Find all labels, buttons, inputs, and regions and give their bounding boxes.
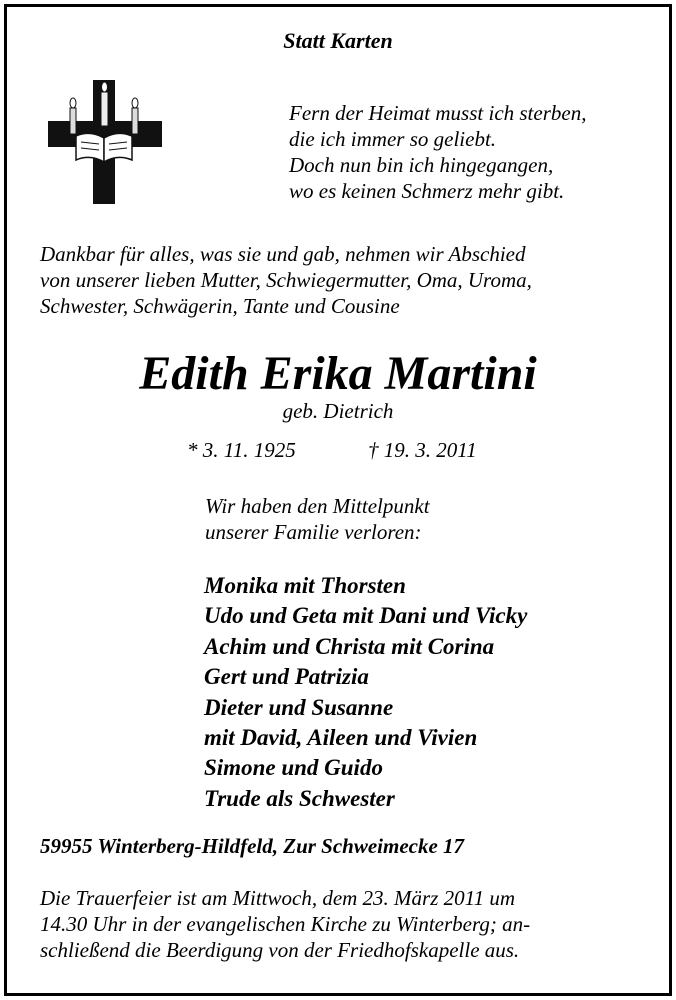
birth-date: * 3. 11. 1925	[187, 438, 296, 462]
intro-line: Schwester, Schwägerin, Tante und Cousine	[40, 294, 400, 318]
poem-line: Doch nun bin ich hingegangen,	[289, 153, 554, 177]
mourner-entry: Monika mit Thorsten	[204, 573, 406, 598]
mourner-entry: Trude als Schwester	[204, 785, 395, 811]
mourner-entry: Achim und Christa mit Corina	[204, 633, 495, 659]
poem	[289, 100, 586, 204]
message-line: unserer Familie verloren:	[205, 520, 422, 544]
intro-line: von unserer lieben Mutter, Schwiegermutter, Oma, Uroma,	[40, 268, 532, 292]
funeral-details	[40, 885, 530, 963]
funeral-line: Die Trauerfeier ist am Mittwoch, dem 23. März 2011 um	[40, 886, 516, 910]
deceased-name: Edith Erika Martini	[139, 347, 537, 400]
maiden-name: geb. Dietrich	[282, 399, 394, 423]
intro-line: Dankbar für alles, was sie und gab, nehmen wir Abschied	[40, 242, 526, 266]
mourner-entry: Udo und Geta mit Dani und Vicky	[204, 603, 528, 629]
poem-line: Fern der Heimat musst ich sterben,	[289, 101, 587, 125]
message-line: Wir haben den Mittelpunkt	[205, 494, 430, 518]
mourners-list	[204, 571, 527, 814]
funeral-line: 14.30 Uhr in der evangelischen Kirche zu Winterberg; an-	[40, 912, 531, 936]
mourner-entry: Simone und Guido	[204, 755, 383, 781]
family-message	[205, 493, 430, 545]
cross-with-candles-and-book-icon	[46, 78, 164, 206]
mourner-entry: mit David, Aileen und Vivien	[204, 725, 478, 751]
mourner-entry: Gert und Patrizia	[204, 664, 369, 690]
death-date: † 19. 3. 2011	[368, 438, 477, 462]
notice-header: Statt Karten	[283, 28, 393, 53]
poem-line: wo es keinen Schmerz mehr gibt.	[289, 179, 565, 203]
funeral-line: schließend die Beerdigung von der Friedhofskapelle aus.	[40, 938, 520, 962]
family-address: 59955 Winterberg-Hildfeld, Zur Schweimecke 17	[40, 834, 465, 858]
mourner-entry: Dieter und Susanne	[204, 694, 394, 720]
poem-line: die ich immer so geliebt.	[289, 127, 497, 151]
intro-text	[40, 241, 532, 319]
